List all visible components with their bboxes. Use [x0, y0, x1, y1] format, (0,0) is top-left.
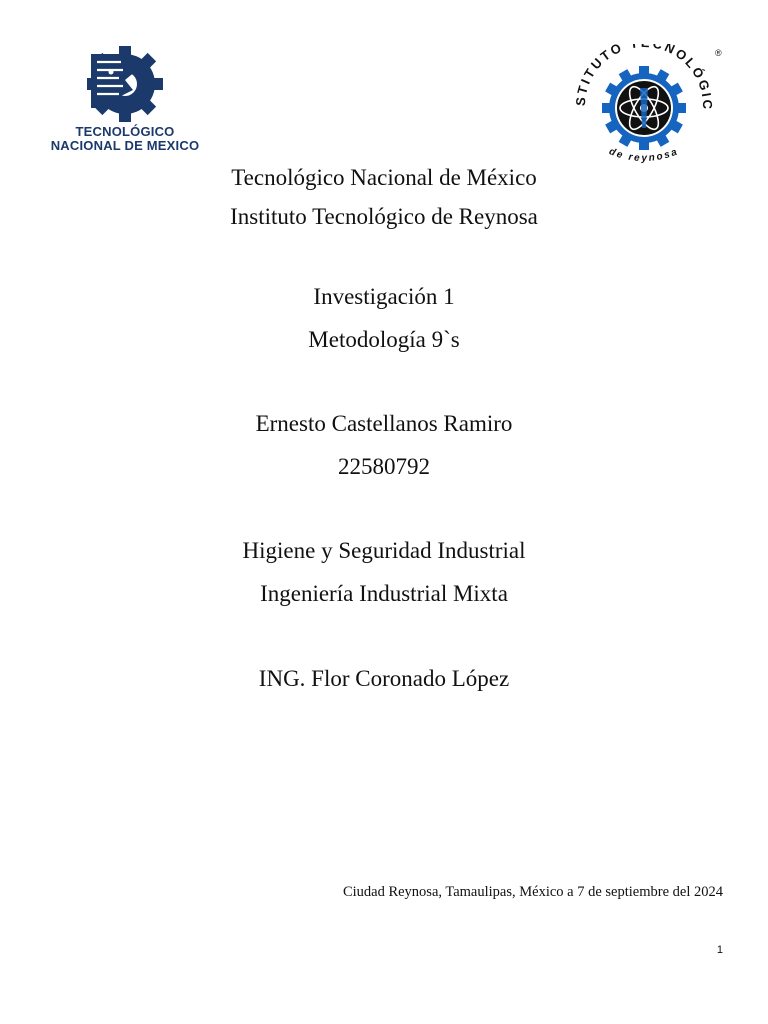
- student-name: Ernesto Castellanos Ramiro: [255, 411, 513, 436]
- assignment-topic: Metodología 9`s: [308, 327, 460, 352]
- course-program: Ingeniería Industrial Mixta: [260, 581, 508, 606]
- tecnm-emblem-icon: [44, 44, 206, 124]
- teacher-name: ING. Flor Coronado López: [258, 666, 510, 691]
- page-number: 1: [716, 944, 723, 956]
- itr-arc-bottom-text: de reynosa: [607, 146, 681, 165]
- registered-mark: ®: [715, 48, 722, 58]
- institution-campus: Instituto Tecnológico de Reynosa: [230, 204, 538, 229]
- itr-arc-top-text: STITUTO CNOLÓGIC: [572, 44, 716, 112]
- student-id: 22580792: [338, 454, 430, 479]
- institution-national: Tecnológico Nacional de México: [231, 165, 537, 190]
- itr-emblem-icon: [565, 44, 725, 169]
- itr-logo: [565, 44, 725, 169]
- tecnm-logo: [44, 44, 206, 152]
- course-subject: Higiene y Seguridad Industrial: [242, 538, 526, 563]
- assignment-name: Investigación 1: [313, 284, 455, 309]
- place-and-date: Ciudad Reynosa, Tamaulipas, México a 7 de septiembre del 2024: [342, 884, 723, 900]
- tecnm-wordmark-line2: NACIONAL DE MEXICO: [50, 138, 200, 153]
- tecnm-wordmark-line1: TECNOLÓGICO: [75, 124, 175, 139]
